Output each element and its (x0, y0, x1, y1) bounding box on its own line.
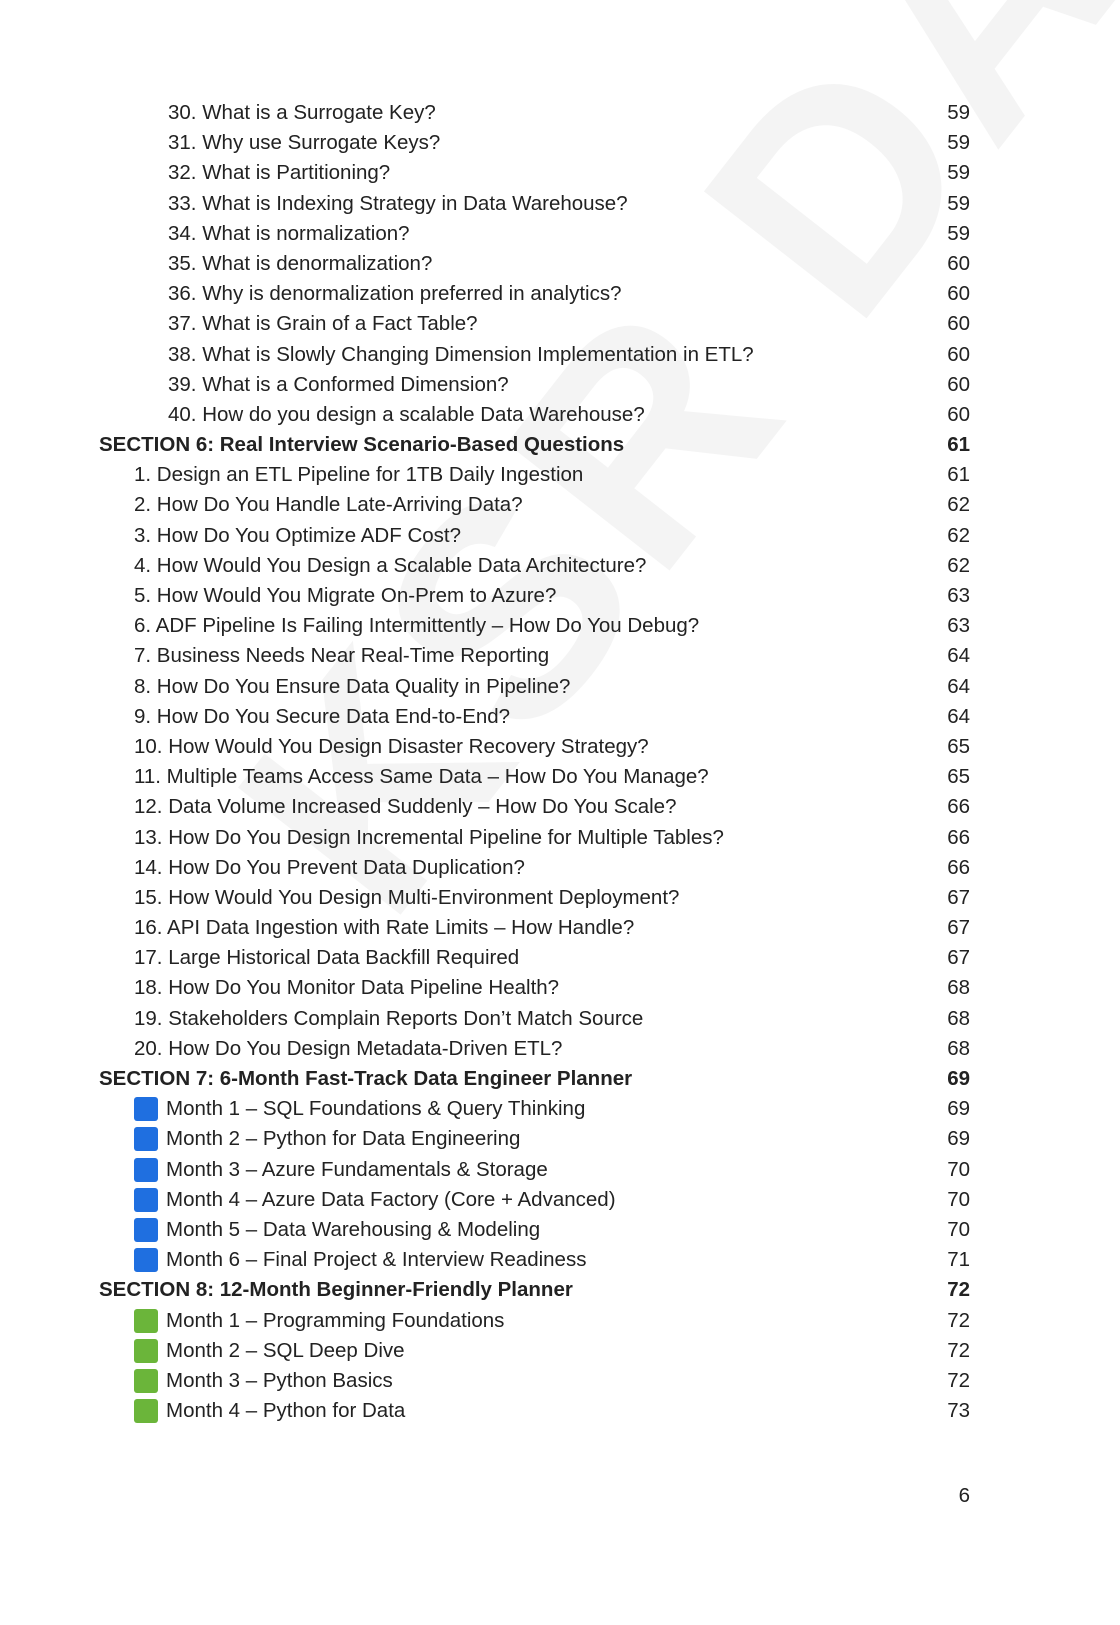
toc-entry-text: 39. What is a Conformed Dimension? (168, 372, 509, 396)
toc-entry-page: 60 (947, 251, 970, 275)
toc-entry[interactable] (0, 309, 1120, 339)
toc-entry-text: 14. How Do You Prevent Data Duplication? (134, 855, 525, 879)
toc-entry-page: 71 (947, 1248, 970, 1272)
toc-entry-page: 66 (947, 825, 970, 849)
toc-entry-page: 72 (947, 1368, 970, 1392)
toc-entry-text: Month 6 – Final Project & Interview Readiness (166, 1248, 587, 1272)
toc-entry-page: 60 (947, 342, 970, 366)
toc-entry-text: 36. Why is denormalization preferred in analytics? (168, 282, 622, 306)
toc-entry-text: 10. How Would You Design Disaster Recovery Strategy? (134, 734, 649, 758)
toc-entry-page: 70 (947, 1157, 970, 1181)
toc-entry[interactable] (0, 1034, 1120, 1064)
toc-entry[interactable] (0, 400, 1120, 430)
toc-entry-text: 7. Business Needs Near Real-Time Reporting (134, 644, 550, 668)
toc-entry-page: 67 (947, 916, 970, 940)
toc-entry-text: 40. How do you design a scalable Data Warehouse? (168, 402, 645, 426)
toc-entry-text: 16. API Data Ingestion with Rate Limits – How Handle? (134, 916, 635, 940)
toc-entry-text: 9. How Do You Secure Data End-to-End? (134, 704, 511, 728)
toc-entry[interactable] (0, 521, 1120, 551)
blue-square-icon (134, 1218, 158, 1242)
toc-entry-text: Month 3 – Python Basics (166, 1368, 393, 1392)
toc-entry[interactable] (0, 219, 1120, 249)
toc-entry-title (168, 219, 410, 249)
toc-entry-text: SECTION 7: 6-Month Fast-Track Data Engineer Planner (99, 1067, 633, 1090)
toc-entry-text: 37. What is Grain of a Fact Table? (168, 312, 478, 336)
toc-entry-title (134, 823, 724, 853)
toc-entry-page: 70 (947, 1187, 970, 1211)
toc-entry-title (134, 490, 523, 520)
toc-entry-title (134, 672, 570, 702)
toc-entry-title (134, 611, 699, 641)
toc-entry[interactable] (0, 641, 1120, 671)
toc-entry-page: 62 (947, 523, 970, 547)
toc-entry-text: Month 3 – Azure Fundamentals & Storage (166, 1157, 548, 1181)
toc-entry-title (134, 943, 519, 973)
toc-entry-title (134, 1215, 540, 1245)
toc-entry-text: 1. Design an ETL Pipeline for 1TB Daily Ingestion (134, 463, 584, 487)
toc-entry[interactable] (0, 1336, 1120, 1366)
toc-entry[interactable] (0, 1306, 1120, 1336)
toc-entry-page: 69 (947, 1127, 970, 1151)
toc-entry-title (134, 1366, 393, 1396)
toc-entry-text: 4. How Would You Design a Scalable Data Architecture? (134, 553, 647, 577)
toc-entry-page: 67 (947, 885, 970, 909)
toc-entry-text: 35. What is denormalization? (168, 251, 433, 275)
toc-entry[interactable] (0, 1124, 1120, 1154)
toc-entry-text: 30. What is a Surrogate Key? (168, 101, 436, 124)
toc-entry-page: 73 (947, 1399, 970, 1423)
toc-entry-page: 72 (947, 1338, 970, 1362)
toc-entry-text: 32. What is Partitioning? (168, 161, 391, 185)
toc-entry-title (168, 309, 478, 339)
toc-entry-page: 63 (947, 614, 970, 638)
toc-entry-page: 60 (947, 282, 970, 306)
toc-entry-page: 64 (947, 704, 970, 728)
toc-entry-title (99, 1064, 632, 1094)
blue-square-icon (134, 1127, 158, 1151)
toc-entry-page: 66 (947, 795, 970, 819)
toc-entry-text: 17. Large Historical Data Backfill Required (134, 946, 520, 970)
toc-entry[interactable] (0, 823, 1120, 853)
green-square-icon (134, 1309, 158, 1333)
toc-entry[interactable] (0, 581, 1120, 611)
toc-entry-page: 69 (947, 1097, 970, 1121)
toc-entry-page: 64 (947, 644, 970, 668)
toc-entry-title (134, 732, 649, 762)
green-square-icon (134, 1369, 158, 1393)
toc-entry-page: 59 (947, 191, 970, 215)
toc-entry-text: Month 1 – SQL Foundations & Query Thinking (166, 1097, 586, 1121)
toc-entry-page: 72 (947, 1278, 970, 1302)
green-square-icon (134, 1399, 158, 1423)
toc-entry-text: SECTION 6: Real Interview Scenario-Based Questions (99, 433, 625, 457)
toc-entry-title (134, 581, 556, 611)
toc-entry[interactable] (0, 702, 1120, 732)
blue-square-icon (134, 1097, 158, 1121)
toc-entry-title (134, 762, 709, 792)
toc-entry[interactable] (0, 943, 1120, 973)
page-number: 6 (958, 1484, 970, 1507)
toc-entry[interactable] (0, 1366, 1120, 1396)
toc-entry-title (134, 1094, 585, 1124)
toc-entry-text: 38. What is Slowly Changing Dimension Implementation in ETL? (168, 342, 754, 366)
toc-entry[interactable] (0, 1185, 1120, 1215)
toc-entry-page: 61 (947, 463, 970, 487)
toc-entry-title (134, 1124, 520, 1154)
toc-entry[interactable] (0, 460, 1120, 490)
toc-entry[interactable] (0, 913, 1120, 943)
toc-entry[interactable] (0, 611, 1120, 641)
toc-entry-title (134, 702, 510, 732)
toc-entry-text: 20. How Do You Design Metadata-Driven ETL? (134, 1036, 563, 1060)
toc-entry-title (168, 158, 390, 188)
toc-entry-text: 5. How Would You Migrate On-Prem to Azure? (134, 584, 557, 607)
toc-entry-page: 68 (947, 1036, 970, 1060)
toc-entry[interactable] (0, 883, 1120, 913)
toc-entry-page: 59 (947, 131, 970, 155)
toc-entry-page: 59 (947, 101, 970, 124)
toc-entry-text: 13. How Do You Design Incremental Pipeline for Multiple Tables? (134, 825, 724, 849)
toc-entry-title (134, 1336, 405, 1366)
toc-entry-title (168, 340, 754, 370)
toc-entry-title (134, 973, 559, 1003)
toc-entry[interactable] (0, 551, 1120, 581)
toc-entry-title (134, 641, 549, 671)
toc-entry-title (134, 792, 676, 822)
toc-entry[interactable] (0, 490, 1120, 520)
toc-entry-page: 68 (947, 976, 970, 1000)
table-of-contents (0, 98, 1120, 1426)
toc-entry-page: 62 (947, 493, 970, 517)
toc-entry[interactable] (0, 1094, 1120, 1124)
toc-entry-page: 67 (947, 946, 970, 970)
toc-entry-text: Month 4 – Azure Data Factory (Core + Advanced) (166, 1187, 616, 1211)
toc-entry-title (134, 1245, 586, 1275)
toc-entry-page: 70 (947, 1217, 970, 1241)
toc-entry-title (168, 189, 628, 219)
toc-entry[interactable] (0, 98, 1120, 128)
toc-entry-text: SECTION 8: 12-Month Beginner-Friendly Planner (99, 1278, 573, 1302)
toc-entry-title (134, 1155, 548, 1185)
toc-entry-title (134, 1004, 643, 1034)
toc-entry-title (168, 98, 436, 128)
toc-entry[interactable] (0, 1245, 1120, 1275)
toc-entry-page: 65 (947, 765, 970, 789)
toc-entry-title (134, 1396, 405, 1426)
toc-section-heading[interactable] (0, 430, 1120, 460)
toc-entry-text: 19. Stakeholders Complain Reports Don’t Match Source (134, 1006, 644, 1030)
toc-entry[interactable] (0, 792, 1120, 822)
toc-entry-title (134, 460, 583, 490)
toc-section-heading[interactable] (0, 1064, 1120, 1094)
toc-entry-text: 6. ADF Pipeline Is Failing Intermittently – How Do You Debug? (134, 614, 700, 638)
toc-entry-page: 60 (947, 402, 970, 426)
toc-entry-title (99, 430, 624, 460)
toc-entry-page: 64 (947, 674, 970, 698)
toc-entry[interactable] (0, 128, 1120, 158)
toc-entry-text: Month 5 – Data Warehousing & Modeling (166, 1217, 541, 1241)
toc-entry-page: 68 (947, 1006, 970, 1030)
toc-entry[interactable] (0, 853, 1120, 883)
toc-entry-page: 60 (947, 312, 970, 336)
toc-entry-text: 12. Data Volume Increased Suddenly – How Do You Scale? (134, 795, 677, 819)
toc-entry-page: 59 (947, 221, 970, 245)
toc-entry-text: 18. How Do You Monitor Data Pipeline Health? (134, 976, 560, 1000)
toc-entry-text: 8. How Do You Ensure Data Quality in Pipeline? (134, 674, 571, 698)
toc-entry-title (99, 1275, 573, 1305)
toc-section-heading[interactable] (0, 1275, 1120, 1305)
toc-entry-title (134, 913, 634, 943)
toc-entry[interactable] (0, 249, 1120, 279)
toc-entry-title (168, 279, 622, 309)
toc-entry-page: 69 (947, 1067, 970, 1090)
blue-square-icon (134, 1248, 158, 1272)
toc-entry-text: Month 4 – Python for Data (166, 1399, 406, 1423)
toc-entry-title (134, 1185, 616, 1215)
toc-entry[interactable] (0, 732, 1120, 762)
toc-entry-page: 66 (947, 855, 970, 879)
toc-entry-title (168, 400, 645, 430)
toc-entry-title (134, 551, 646, 581)
toc-entry[interactable] (0, 279, 1120, 309)
toc-entry[interactable] (0, 1215, 1120, 1245)
toc-entry-text: 31. Why use Surrogate Keys? (168, 131, 441, 155)
toc-entry[interactable] (0, 1396, 1120, 1426)
toc-entry-text: 3. How Do You Optimize ADF Cost? (134, 523, 462, 547)
toc-entry-text: 11. Multiple Teams Access Same Data – How Do You Manage? (134, 765, 709, 789)
toc-entry-text: 33. What is Indexing Strategy in Data Warehouse? (168, 191, 628, 215)
toc-entry-page: 60 (947, 372, 970, 396)
toc-entry-text: 2. How Do You Handle Late-Arriving Data? (134, 493, 523, 517)
toc-entry-page: 59 (947, 161, 970, 185)
toc-entry-text: 15. How Would You Design Multi-Environment Deployment? (134, 885, 680, 909)
toc-entry[interactable] (0, 158, 1120, 188)
toc-entry-title (168, 370, 509, 400)
green-square-icon (134, 1339, 158, 1363)
toc-entry[interactable] (0, 189, 1120, 219)
toc-entry-title (134, 853, 525, 883)
toc-entry[interactable] (0, 340, 1120, 370)
toc-entry[interactable] (0, 1004, 1120, 1034)
toc-entry-text: Month 2 – SQL Deep Dive (166, 1338, 405, 1362)
toc-entry[interactable] (0, 1155, 1120, 1185)
toc-entry-title (134, 521, 461, 551)
toc-entry-text: 34. What is normalization? (168, 221, 410, 245)
toc-entry[interactable] (0, 762, 1120, 792)
blue-square-icon (134, 1158, 158, 1182)
toc-entry-title (134, 883, 679, 913)
toc-entry-text: Month 1 – Programming Foundations (166, 1308, 505, 1332)
blue-square-icon (134, 1188, 158, 1212)
toc-entry-page: 62 (947, 553, 970, 577)
toc-entry[interactable] (0, 672, 1120, 702)
toc-entry-page: 65 (947, 734, 970, 758)
toc-entry[interactable] (0, 973, 1120, 1003)
toc-entry-title (134, 1306, 504, 1336)
toc-entry-title (168, 249, 432, 279)
toc-entry-title (168, 128, 440, 158)
toc-entry-page: 61 (947, 433, 970, 457)
toc-entry-text: Month 2 – Python for Data Engineering (166, 1127, 521, 1151)
toc-entry-page: 63 (947, 584, 970, 607)
toc-entry-title (134, 1034, 562, 1064)
toc-entry-page: 72 (947, 1308, 970, 1332)
toc-entry[interactable] (0, 370, 1120, 400)
